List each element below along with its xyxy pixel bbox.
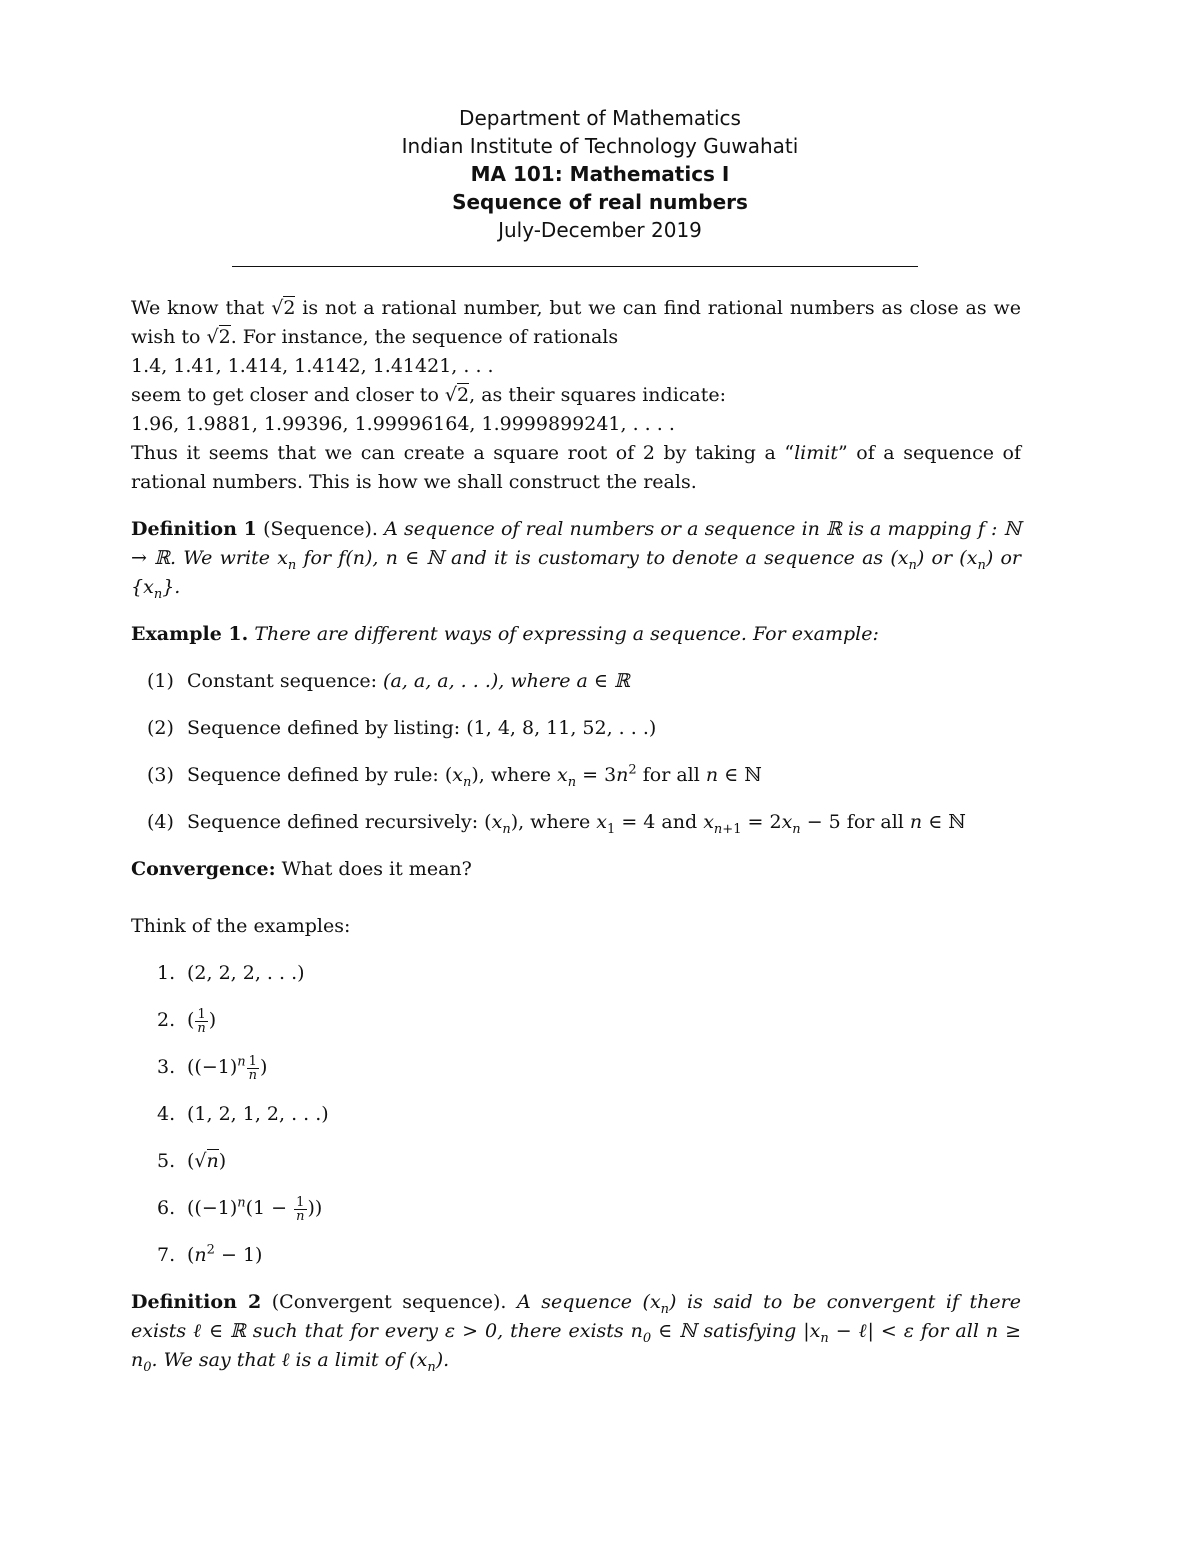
convergence-example-list <box>131 959 1021 1270</box>
list-item: 5. (√n) <box>157 1150 227 1172</box>
header-rule <box>232 266 918 267</box>
intro-paragraph-3: Thus it seems that we can create a square root of 2 by taking a “limit” of a sequence of rational numbers. This is how we shall construct the reals. <box>131 442 1021 493</box>
list-item: (2) Sequence defined by listing: (1, 4, 8, 11, 52, . . .) <box>147 717 657 739</box>
squares-sequence: 1.96, 1.9881, 1.99396, 1.99996164, 1.9999899241, . . . . <box>131 413 675 435</box>
list-item: (1) Constant sequence: (a, a, a, . . .), where a ∈ ℝ <box>147 670 630 692</box>
example-1: Example 1. There are different ways of expressing a sequence. For example: <box>131 623 879 645</box>
list-item: 3. ($(-1)^n$ $\frac{1}{n}$ ) <box>157 1053 268 1083</box>
intro-paragraph-1: We know that √2 is not a rational number, but we can find rational numbers as close as we wish to √2. For instance, the sequence of rationals <box>131 297 1021 348</box>
department-name: Department of Mathematics <box>459 106 741 130</box>
term-label: July-December 2019 <box>498 218 702 242</box>
list-item: 2. ( $\frac{1}{n}$ ) <box>157 1006 217 1036</box>
think-of-examples: Think of the examples: <box>131 915 351 937</box>
document-header <box>0 104 1200 244</box>
intro-paragraph-2: seem to get closer and closer to √2, as their squares indicate: <box>131 384 727 406</box>
topic-title: Sequence of real numbers <box>452 190 748 214</box>
example-list <box>131 667 1021 837</box>
list-item: 4. (1, 2, 1, 2, . . .) <box>157 1103 329 1125</box>
document-body <box>131 294 1021 1375</box>
rationals-sequence: 1.4, 1.41, 1.414, 1.4142, 1.41421, . . . <box>131 355 494 377</box>
definition-2: Definition 2 (Convergent sequence). A sequence $(x_n)$ is said to be convergent if there exists ℓ ∈ ℝ such that for every ε > 0, there exists $n_0$ ∈ ℕ satisfying $|x_n$ − ℓ| < ε for all $n \ge n_0$. We say that ℓ is a limit of $(x_n)$. <box>131 1291 1022 1375</box>
list-item: 1. (2, 2, 2, . . .) <box>157 962 305 984</box>
list-item: (4) Sequence defined recursively: $(x_n)$, where $x_1 = 4$ and $x_{n+1} = 2x_n - 5$ for all n ∈ ℕ <box>147 811 966 837</box>
list-item: (3) Sequence defined by rule: $(x_n)$, where $x_n = 3n^2$ for all n ∈ ℕ <box>147 762 762 790</box>
course-title: MA 101: Mathematics I <box>470 162 730 186</box>
list-item: 7. $(n^2 - 1)$ <box>157 1242 263 1266</box>
institute-name: Indian Institute of Technology Guwahati <box>401 134 799 158</box>
list-item: 6. ($(-1)^n(1$ − $\frac{1}{n}$ )) <box>157 1194 323 1224</box>
convergence-heading: Convergence: What does it mean? <box>131 858 472 880</box>
definition-1: Definition 1 (Sequence). A sequence of real numbers or a sequence in ℝ is a mapping f : ℕ → ℝ. We write $x_n$ for f(n), n ∈ ℕ and it is customary to denote a sequence as $(x_n)$ or $(x_n)$ or $\{x_n\}$. <box>131 518 1022 602</box>
